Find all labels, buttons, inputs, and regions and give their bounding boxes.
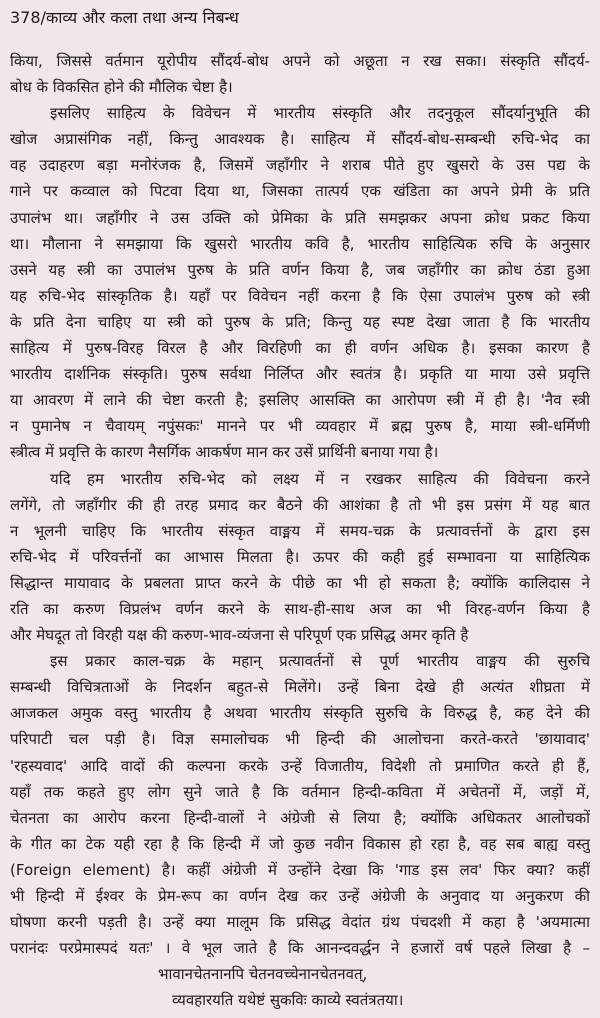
text-line: भी हिन्दी में ईश्वर के प्रेम-रूप का वर्णन देख कर उन्हें अंग्रेजी के अनुवाद या अनुकरण की	[10, 887, 590, 905]
page-body	[10, 48, 590, 1013]
text-line: स्त्रीत्व में प्रवृत्ति के कारण नैसर्गिक आकर्षण मान कर उसें प्रार्थिनी बनाया गया है।	[10, 443, 439, 462]
text-line: और मेघदूत तो विरही यक्ष की करुण-भाव-व्यंजना से परिपूर्ण एक प्रसिद्ध अमर कृति है	[10, 626, 469, 645]
text-line: रुचि-भेद में परिवर्त्तनों का आभास मिलता है। ऊपर की कही हुई सम्भावना या साहित्यिक	[10, 547, 590, 566]
text-line: के प्रति देना चाहिए या स्त्री को पुरुष के प्रति; किन्तु यह स्पष्ट देखा जाता है कि भारतीय	[10, 312, 590, 331]
text-line: वह उदाहरण बड़ा मनोरंजक है, जिसमें जहाँगीर ने शराब पीते हुए खुसरो के उस पद्य के	[10, 156, 590, 175]
text-line: घोषणा करनी पड़ती है। उन्हें क्या मालूम कि प्रसिद्ध वेदांत ग्रंथ पंचदशी में कहा है 'अयमात्मा	[10, 913, 590, 932]
text-line: सम्बन्धी विचित्रताओं के निदर्शन बहुत-से मिलेंगे। उन्हें बिना देखे ही अत्यंत शीघ्रता में	[10, 678, 590, 697]
paragraph-start-line: इस प्रकार काल-चक्र के महान् प्रत्यावर्तनों से पूर्ण भारतीय वाङ्मय की सुरुचि	[50, 652, 590, 671]
text-line: उपालंभ था। जहाँगीर ने उस उक्ति को प्रेमिका के प्रति समझकर अपना क्रोध प्रकट किया	[10, 208, 590, 227]
text-line: आजकल अमुक वस्तु भारतीय है अथवा भारतीय संस्कृति सुरुचि के विरुद्ध है, कह देने की	[10, 704, 590, 723]
page-header: 378/काव्य और कला तथा अन्य निबन्ध	[10, 8, 239, 27]
text-line: था। मौलाना ने समझाया कि खुसरो भारतीय कवि है, भारतीय साहित्यिक रुचि के अनुसार	[10, 234, 590, 253]
text-line: चेतनता का आरोप करना हिन्दी-वालों ने अंग्रेजी से लिया है; क्योंकि अधिकतर आलोचकों	[10, 808, 590, 827]
paragraph-start-line: यदि हम भारतीय रुचि-भेद को लक्ष्य में न रखकर साहित्य की विवेचना करने	[50, 469, 590, 488]
text-line: उसने यह स्त्री का उपालंभ पुरुष के प्रति वर्णन किया है, जब जहाँगीर का क्रोध ठंडा हुआ	[10, 260, 590, 279]
verse-line: व्यवहारयति यथेष्टं सुकविः काव्ये स्वतंत्रतया।	[172, 991, 404, 1010]
text-line: (Foreign element) है। कहीं अंग्रेजी में उन्होंने देखा कि 'गाड इस लव' फिर क्या? कहीं	[10, 860, 590, 879]
paragraph-start-line: इसलिए साहित्य के विवेचन में भारतीय संस्कृति और तदनुकूल सौंदर्यानुभूति की	[50, 104, 590, 123]
text-line: साहित्य में पुरुष-विरह विरल है और विरहिणी का ही वर्णन अधिक है। इसका कारण है	[10, 339, 590, 358]
text-line: भारतीय दार्शनिक संस्कृति। पुरुष सर्वथा निर्लिप्त और स्वतंत्र है। प्रकृति या माया उसे प्रवृत्ति	[10, 365, 590, 384]
text-line: गाने पर कव्वाल को पिटवा दिया था, जिसका तात्पर्य एक खंडिता का अपने प्रेमी के प्रति	[10, 182, 590, 201]
text-line: किया, जिससे वर्तमान यूरोपीय सौंदर्य-बोध अपने को अछूता न रख सका। संस्कृति सौंदर्य-	[10, 52, 590, 70]
text-line: लगेंगे, तो जहाँगीर की ही तरह प्रमाद कर बैठने की आशंका है तो भी इस प्रसंग में यह बात	[10, 495, 590, 514]
text-line: रति का करुण विप्रलंभ वर्णन करने के साथ-ही-साथ अज का भी विरह-वर्णन किया है	[10, 599, 590, 618]
verse-line: भावानचेतनानपि चेतनवच्चेनानचेतनवत्,	[158, 965, 368, 984]
text-line: खोज अप्रासंगिक नहीं, किन्तु आवश्यक है। साहित्य में सौंदर्य-बोध-सम्बन्धी रुचि-भेद का	[10, 130, 590, 149]
text-line: यह रुचि-भेद सांस्कृतिक है। यहाँ पर विवेचन नहीं करना है कि ऐसा उपालंभ पुरुष को स्त्री	[10, 286, 590, 305]
text-line: परिपाटी चल पड़ी है। विज्ञ समालोचक भी हिन्दी की आलोचना करते-करते 'छायावाद'	[10, 730, 590, 749]
text-line: के गीत का टेक यही रहा है कि हिन्दी में जो कुछ नवीन विकास हो रहा है, वह सब बाह्य वस्तु	[10, 834, 590, 853]
page-number: 378	[10, 8, 41, 27]
text-line: सिद्धान्त मायावाद के प्रबलता प्राप्त करने के पीछे का भी हो सकता है; क्योंकि कालिदास ने	[10, 573, 590, 592]
text-line: बोध के विकसित होने की मौलिक चेष्टा है।	[10, 78, 233, 97]
text-line: 'रहस्यवाद' आदि वादों की कल्पना करके उन्हें विजातीय, विदेशी तो प्रमाणित करते ही हैं,	[10, 756, 590, 775]
text-line: या आवरण में लाने की चेष्टा करती है; इसलिए आसक्ति का आरोपण स्त्री में ही है। 'नैव स्त्री	[10, 391, 590, 410]
running-title: काव्य और कला तथा अन्य निबन्ध	[45, 8, 239, 27]
text-line: न पुमानेष न चैवायम् नपुंसकः' मानने पर भी व्यवहार में ब्रह्म पुरुष है, माया स्त्री-धर्मिणी	[10, 417, 590, 436]
text-line: यहाँ तक कहते हुए लोग सुने जाते है कि वर्तमान हिन्दी-कविता में अचेतनों में, जड़ों में,	[10, 782, 590, 801]
text-line: न भूलनी चाहिए कि भारतीय संस्कृत वाङ्मय में समय-चक्र के प्रत्यावर्त्तनों के द्वारा इस	[10, 521, 590, 540]
text-line: परानंदः परप्रेमास्पदं यतः' । वे भूल जाते है कि आनन्दवर्द्धन ने हजारों वर्ष पहले लिखा है –	[10, 939, 590, 958]
